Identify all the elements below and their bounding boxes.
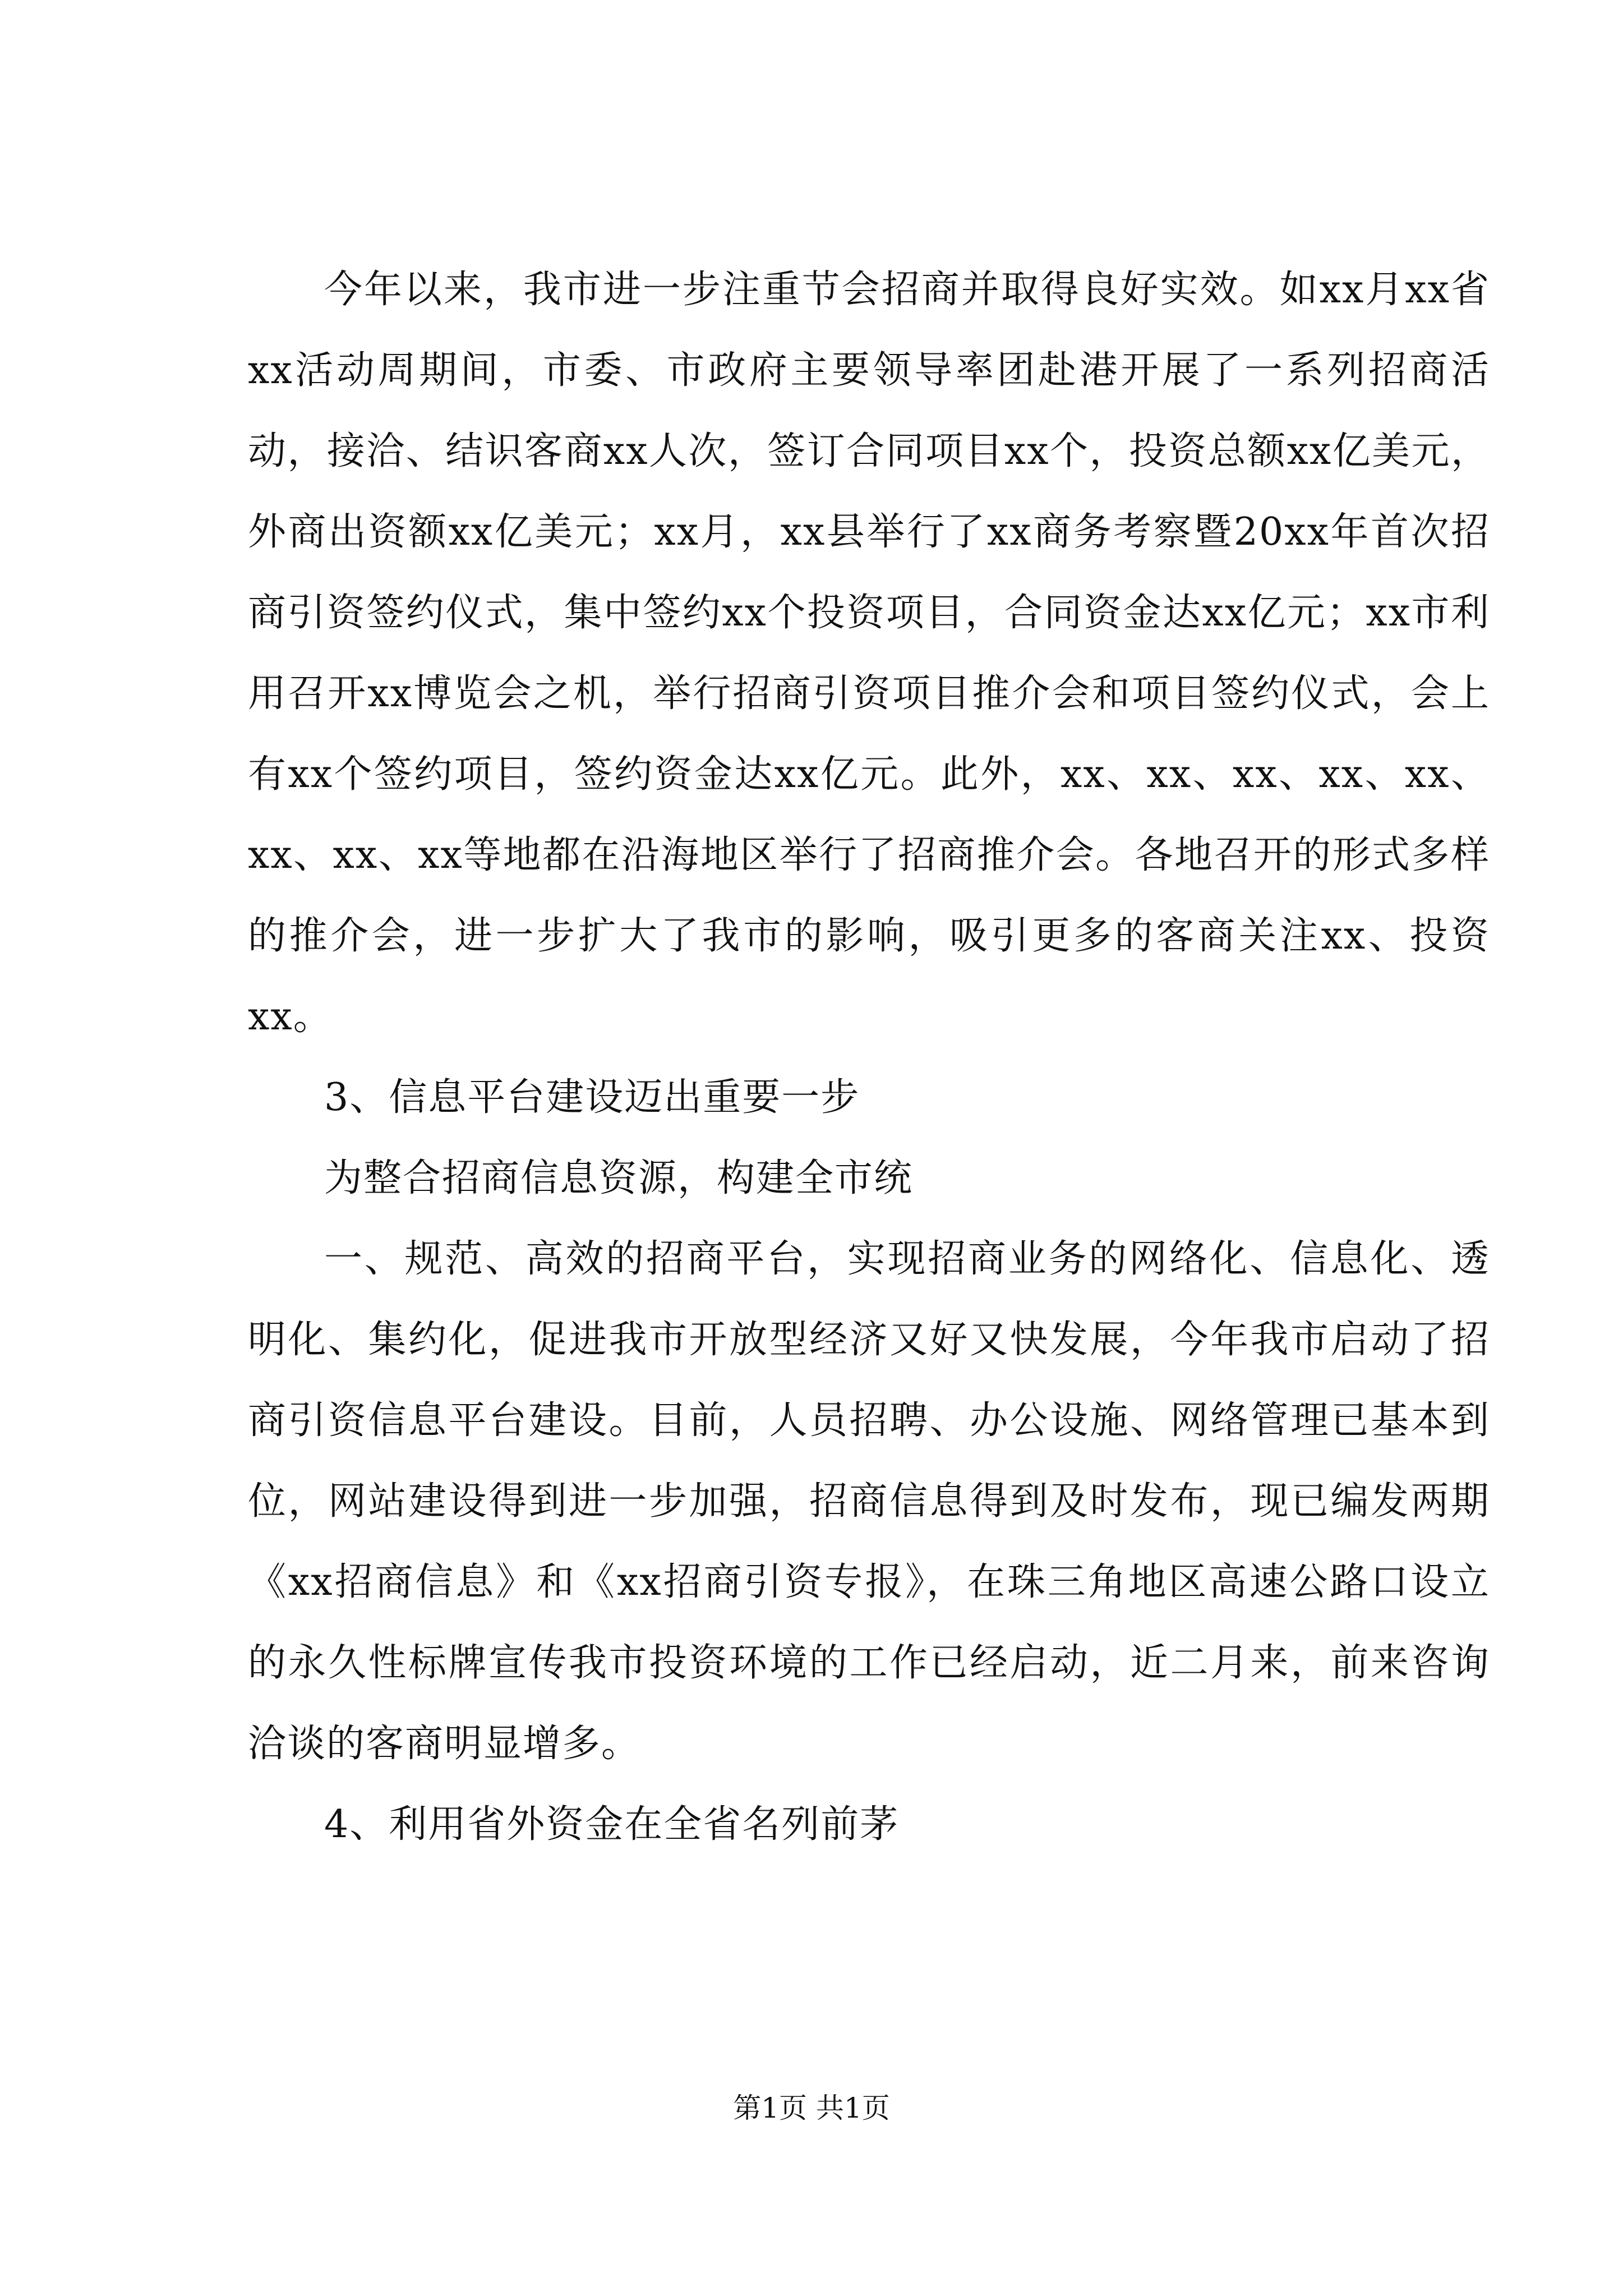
section-heading-outside-funds: 4、利用省外资金在全省名列前茅 <box>324 1802 900 1847</box>
page-footer: 第1页 共1页 <box>733 2092 890 2124</box>
section-subheading-integrate-resources: 为整合招商信息资源，构建全市统 <box>324 1156 914 1200</box>
document-body <box>248 250 1490 1865</box>
paragraph-summit-investment: 今年以来，我市进一步注重节会招商并取得良好实效。如xx月xx省xx活动周期间，市委、市政府主要领导率团赴港开展了一系列招商活动，接洽、结识客商xx人次，签订合同项目xx个，投资总额xx亿美元，外商出资额xx亿美元；xx月，xx县举行了xx商务考察暨20xx年首次招商引资签约仪式，集中签约xx个投资项目，合同资金达xx亿元；xx市利用召开xx博览会之机，举行招商引资项目推介会和项目签约仪式，会上有xx个签约项目，签约资金达xx亿元。此外，xx、xx、xx、xx、xx、xx、xx、xx等地都在沿海地区举行了招商推介会。各地召开的形式多样的推介会，进一步扩大了我市的影响，吸引更多的客商关注xx、投资xx。 <box>248 268 1490 1039</box>
paragraph-info-platform: 一、规范、高效的招商平台，实现招商业务的网络化、信息化、透明化、集约化，促进我市开放型经济又好又快发展，今年我市启动了招商引资信息平台建设。目前，人员招聘、办公设施、网络管理已基本到位，网站建设得到进一步加强，招商信息得到及时发布，现已编发两期《xx招商信息》和《xx招商引资专报》，在珠三角地区高速公路口设立的永久性标牌宣传我市投资环境的工作已经启动，近二月来，前来咨询洽谈的客商明显增多。 <box>248 1237 1490 1766</box>
section-heading-info-platform: 3、信息平台建设迈出重要一步 <box>324 1075 860 1120</box>
